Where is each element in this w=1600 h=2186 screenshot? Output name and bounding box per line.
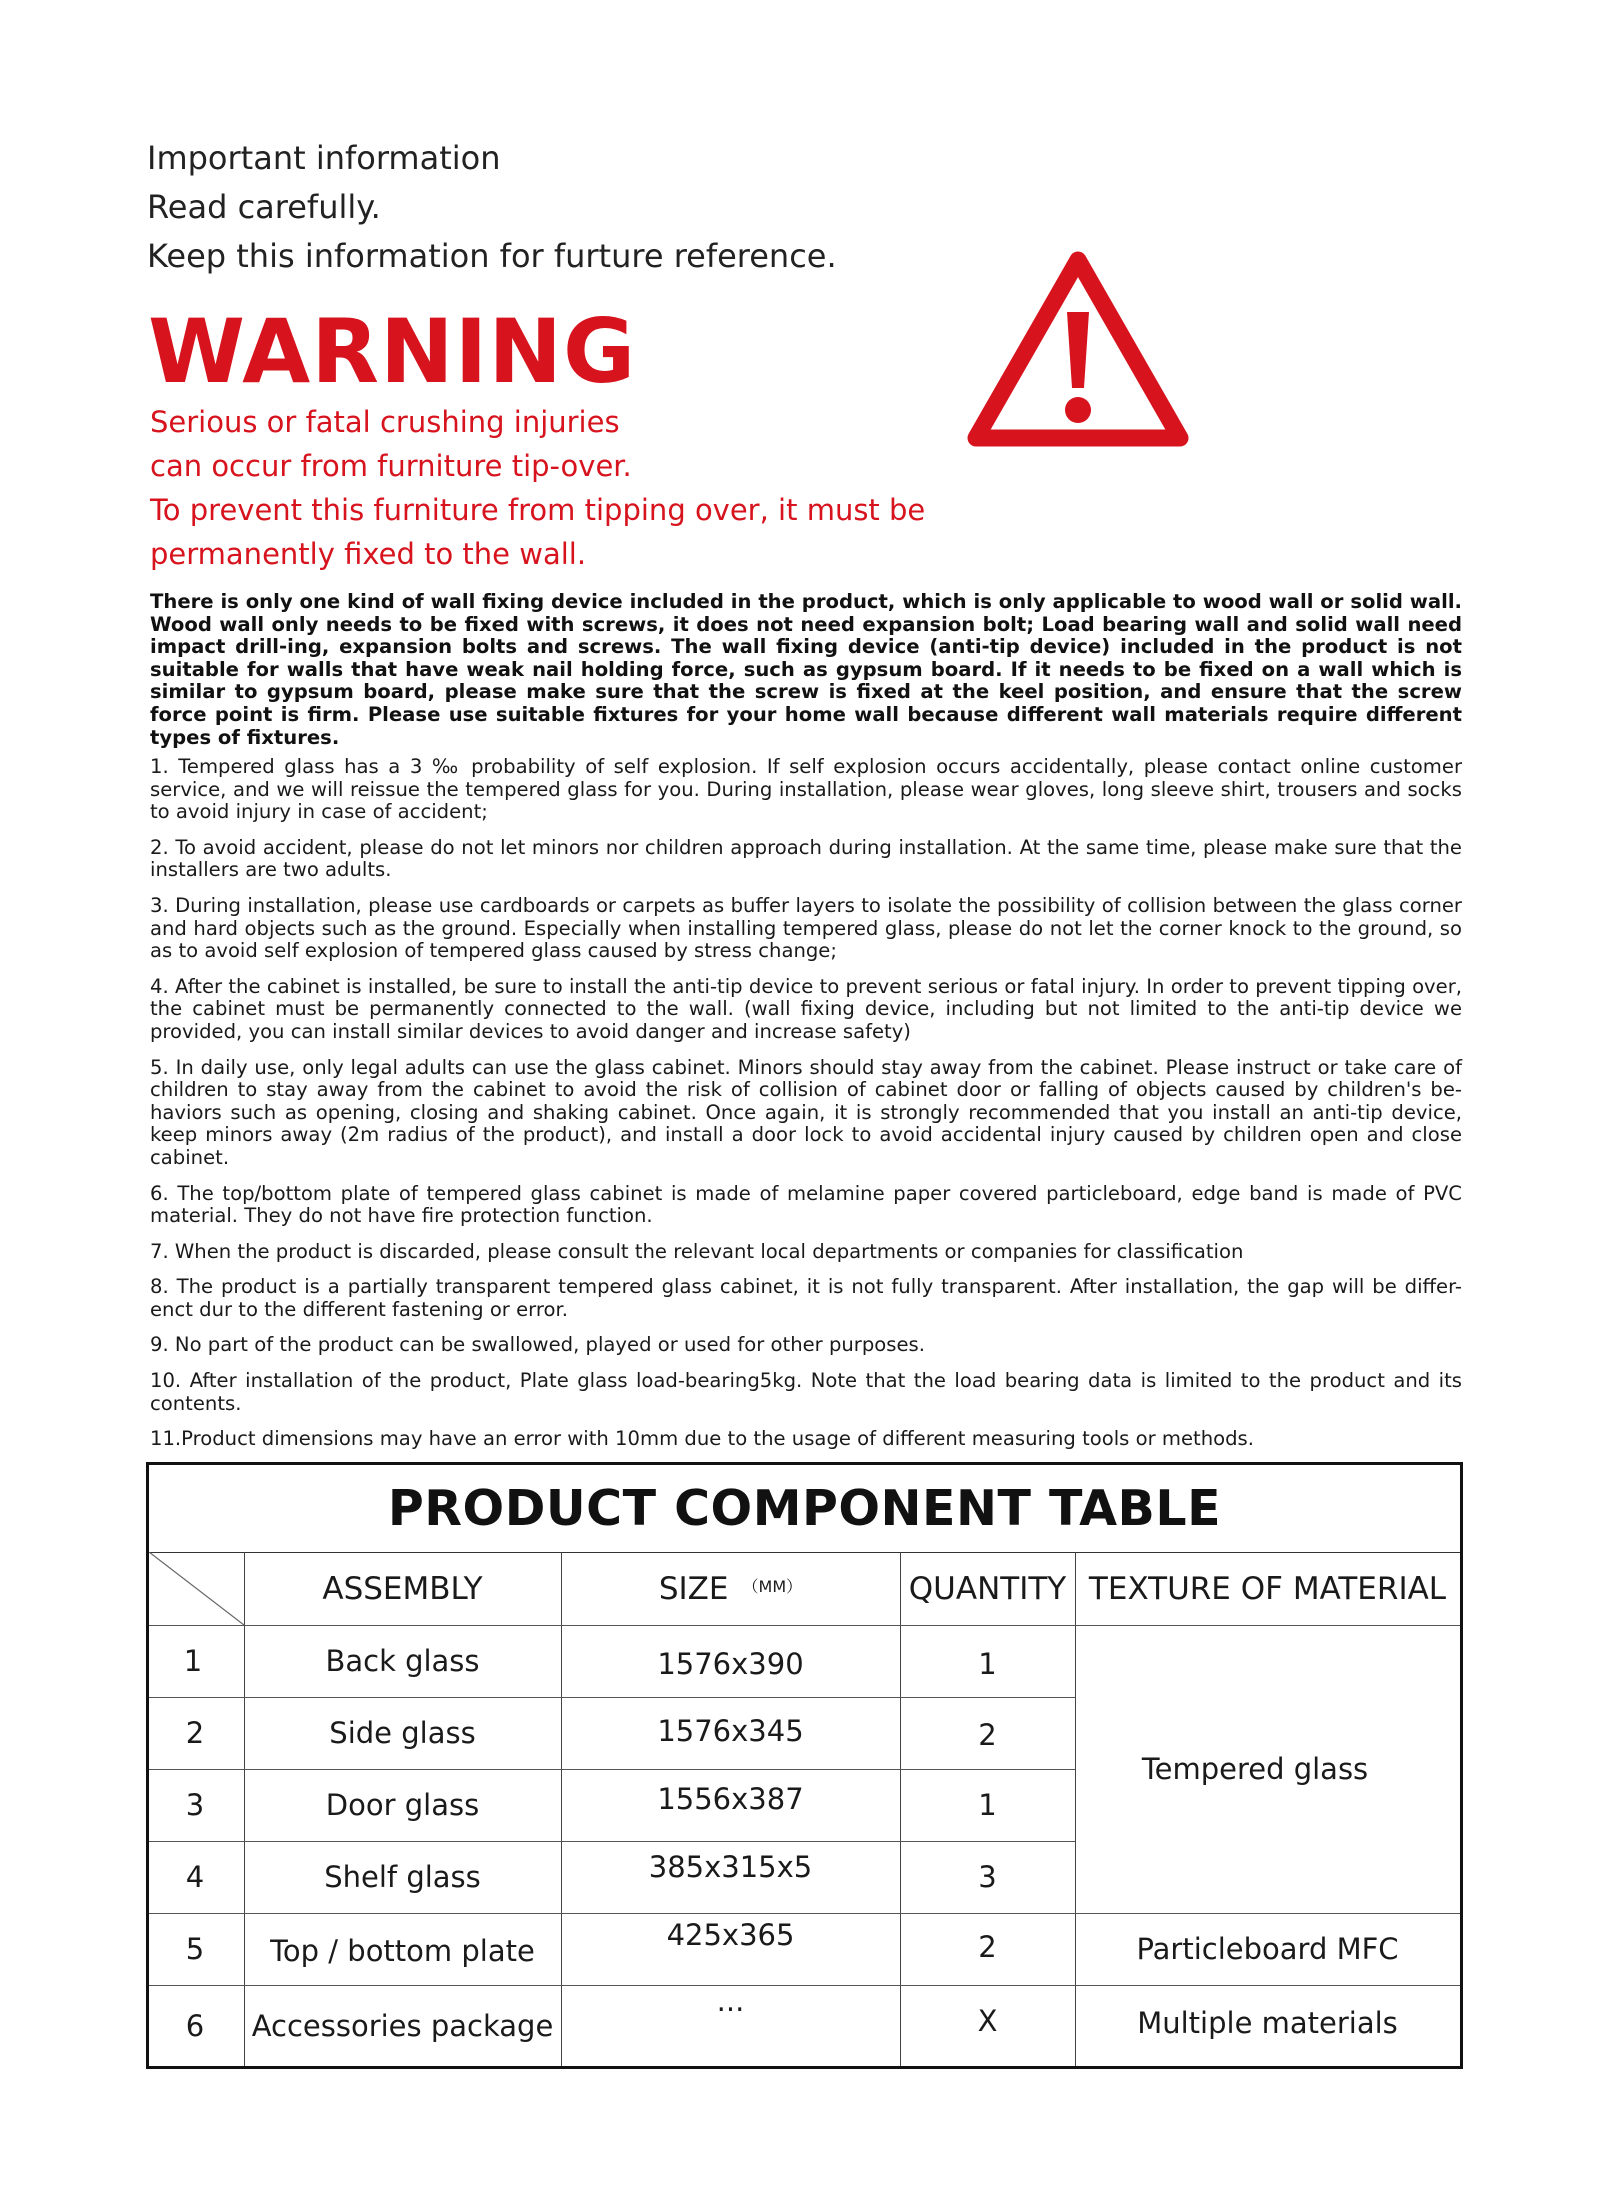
assembly-cell: Top / bottom plate bbox=[270, 1934, 535, 1968]
list-item: 3. During installation, please use cardboards or carpets as buffer layers to isolate the possibility of collision between the glass corner and hard objects such as the ground. Especially when installing tempered glass, please do not let the corner knock to the ground, so as to avoid self explosion of tempered glass caused by stress change; bbox=[150, 893, 1462, 963]
intro-block bbox=[147, 134, 837, 281]
list-item: 6. The top/bottom plate of tempered glass cabinet is made of melamine paper covered particleboard, edge band is made of PVC material. They do not have fire protection function. bbox=[150, 1181, 1462, 1228]
warning-text bbox=[150, 400, 925, 576]
assembly-cell: Door glass bbox=[325, 1788, 480, 1822]
quantity-cell: 1 bbox=[978, 1647, 997, 1681]
list-item: 7. When the product is discarded, please consult the relevant local departments or companies for classification bbox=[150, 1239, 1244, 1263]
material-cell-tempered-glass: Tempered glass bbox=[1141, 1752, 1369, 1786]
size-cell: 1576x345 bbox=[657, 1714, 804, 1748]
list-item: 2. To avoid accident, please do not let minors nor children approach during installation. At the same time, please make sure that the installers are two adults. bbox=[150, 835, 1462, 882]
size-cell: ... bbox=[716, 1984, 745, 2018]
safety-instructions-list bbox=[150, 756, 1462, 1464]
header-assembly: ASSEMBLY bbox=[322, 1570, 483, 1607]
quantity-cell: 2 bbox=[978, 1718, 997, 1752]
assembly-cell: Side glass bbox=[329, 1716, 476, 1750]
row-number: 1 bbox=[183, 1644, 203, 1678]
quantity-cell: 1 bbox=[978, 1788, 997, 1822]
list-item: 8. The product is a partially transparent tempered glass cabinet, it is not fully transparent. After installation, the gap will be differ-enct dur to the different fastening or error. bbox=[150, 1275, 1462, 1321]
list-item: 5. In daily use, only legal adults can use the glass cabinet. Minors should stay away from the cabinet. Please instruct or take care of children to stay away from the cabinet to avoid the risk of collision of cabinet door or falling of objects caused by children's be-haviors such as opening, closing and shaking cabinet. Once again, it is strongly recommended that you install an anti-tip device, keep minors away (2m radius of the product), and install a door lock to avoid accidental injury caused by children open and close cabinet. bbox=[150, 1055, 1462, 1169]
intro-line-read: Read carefully. bbox=[147, 188, 381, 226]
list-item: 4. After the cabinet is installed, be sure to install the anti-tip device to prevent serious or fatal injury. In order to prevent tipping over, the cabinet must be permanently connected to the wall. (wall fixing device, including but not limited to the anti-tip device we provided, you can install similar devices to avoid danger and increase safety) bbox=[150, 974, 1462, 1043]
assembly-cell: Back glass bbox=[325, 1644, 480, 1678]
warning-line: permanently fixed to the wall. bbox=[150, 537, 587, 571]
size-cell: 1556x387 bbox=[657, 1782, 804, 1816]
header-size-unit: （MM） bbox=[742, 1577, 803, 1596]
size-cell: 1576x390 bbox=[657, 1647, 804, 1681]
header-size bbox=[561, 1552, 900, 1625]
assembly-cell: Accessories package bbox=[251, 2008, 554, 2043]
size-cell: 385x315x5 bbox=[648, 1850, 813, 1884]
list-item: 1. Tempered glass has a 3 ‰ probability of self explosion. If self explosion occurs accidentally, please contact online customer service, and we will reissue the tempered glass for you. During installation, please wear gloves, long sleeve shirt, trousers and socks to avoid injury in case of accident; bbox=[150, 755, 1462, 824]
header-texture: TEXTURE OF MATERIAL bbox=[1088, 1570, 1447, 1607]
assembly-cell: Shelf glass bbox=[324, 1860, 481, 1894]
wall-fixing-notice: There is only one kind of wall fixing device included in the product, which is only applicable to wood wall or solid wall. Wood wall only needs to be fixed with screws, it does not need expansion bolt; Load bearing wall and solid wall need impact drill-ing, expansion bolts and screws. The wall fixing device (anti-tip device) included in the product is not suitable for walls that have weak nail holding force, such as gypsum board. If it needs to be fixed on a wall which is similar to gypsum board, please make sure that the screw is fixed at the keel position, and ensure that the screw force point is firm. Please use suitable fixtures for your home wall because different wall materials require different types of fixtures. bbox=[150, 590, 1462, 749]
header-size-label: SIZE bbox=[658, 1570, 729, 1607]
table-title: PRODUCT COMPONENT TABLE bbox=[149, 1465, 1460, 1553]
intro-line-important: Important information bbox=[147, 139, 501, 177]
row-number: 5 bbox=[185, 1932, 205, 1966]
list-item: 11.Product dimensions may have an error with 10mm due to the usage of different measuring tools or methods. bbox=[150, 1427, 1254, 1451]
quantity-cell: X bbox=[977, 2004, 998, 2038]
quantity-cell: 3 bbox=[978, 1860, 997, 1894]
intro-line-keep: Keep this information for furture reference. bbox=[147, 237, 837, 275]
row-number: 2 bbox=[185, 1716, 205, 1750]
product-component-table bbox=[146, 1462, 1463, 2069]
header-quantity: QUANTITY bbox=[908, 1570, 1067, 1607]
row-number: 6 bbox=[185, 2008, 205, 2043]
warning-triangle-icon bbox=[962, 246, 1194, 454]
diagonal-header-cell bbox=[149, 1552, 244, 1625]
list-item: 10. After installation of the product, Plate glass load-bearing5kg. Note that the load bearing data is limited to the product and its contents. bbox=[150, 1369, 1462, 1415]
list-item: 9. No part of the product can be swallowed, played or used for other purposes. bbox=[150, 1333, 925, 1357]
warning-line: can occur from furniture tip-over. bbox=[150, 449, 632, 483]
material-cell-particleboard: Particleboard MFC bbox=[1136, 1932, 1399, 1966]
row-number: 4 bbox=[185, 1860, 205, 1894]
warning-line: Serious or fatal crushing injuries bbox=[150, 405, 620, 439]
size-cell: 425x365 bbox=[666, 1918, 795, 1952]
warning-title: WARNING bbox=[148, 300, 637, 403]
material-cell-multiple: Multiple materials bbox=[1137, 2006, 1398, 2040]
warning-line: To prevent this furniture from tipping over, it must be bbox=[150, 493, 926, 527]
quantity-cell: 2 bbox=[978, 1930, 997, 1964]
row-number: 3 bbox=[185, 1788, 205, 1822]
